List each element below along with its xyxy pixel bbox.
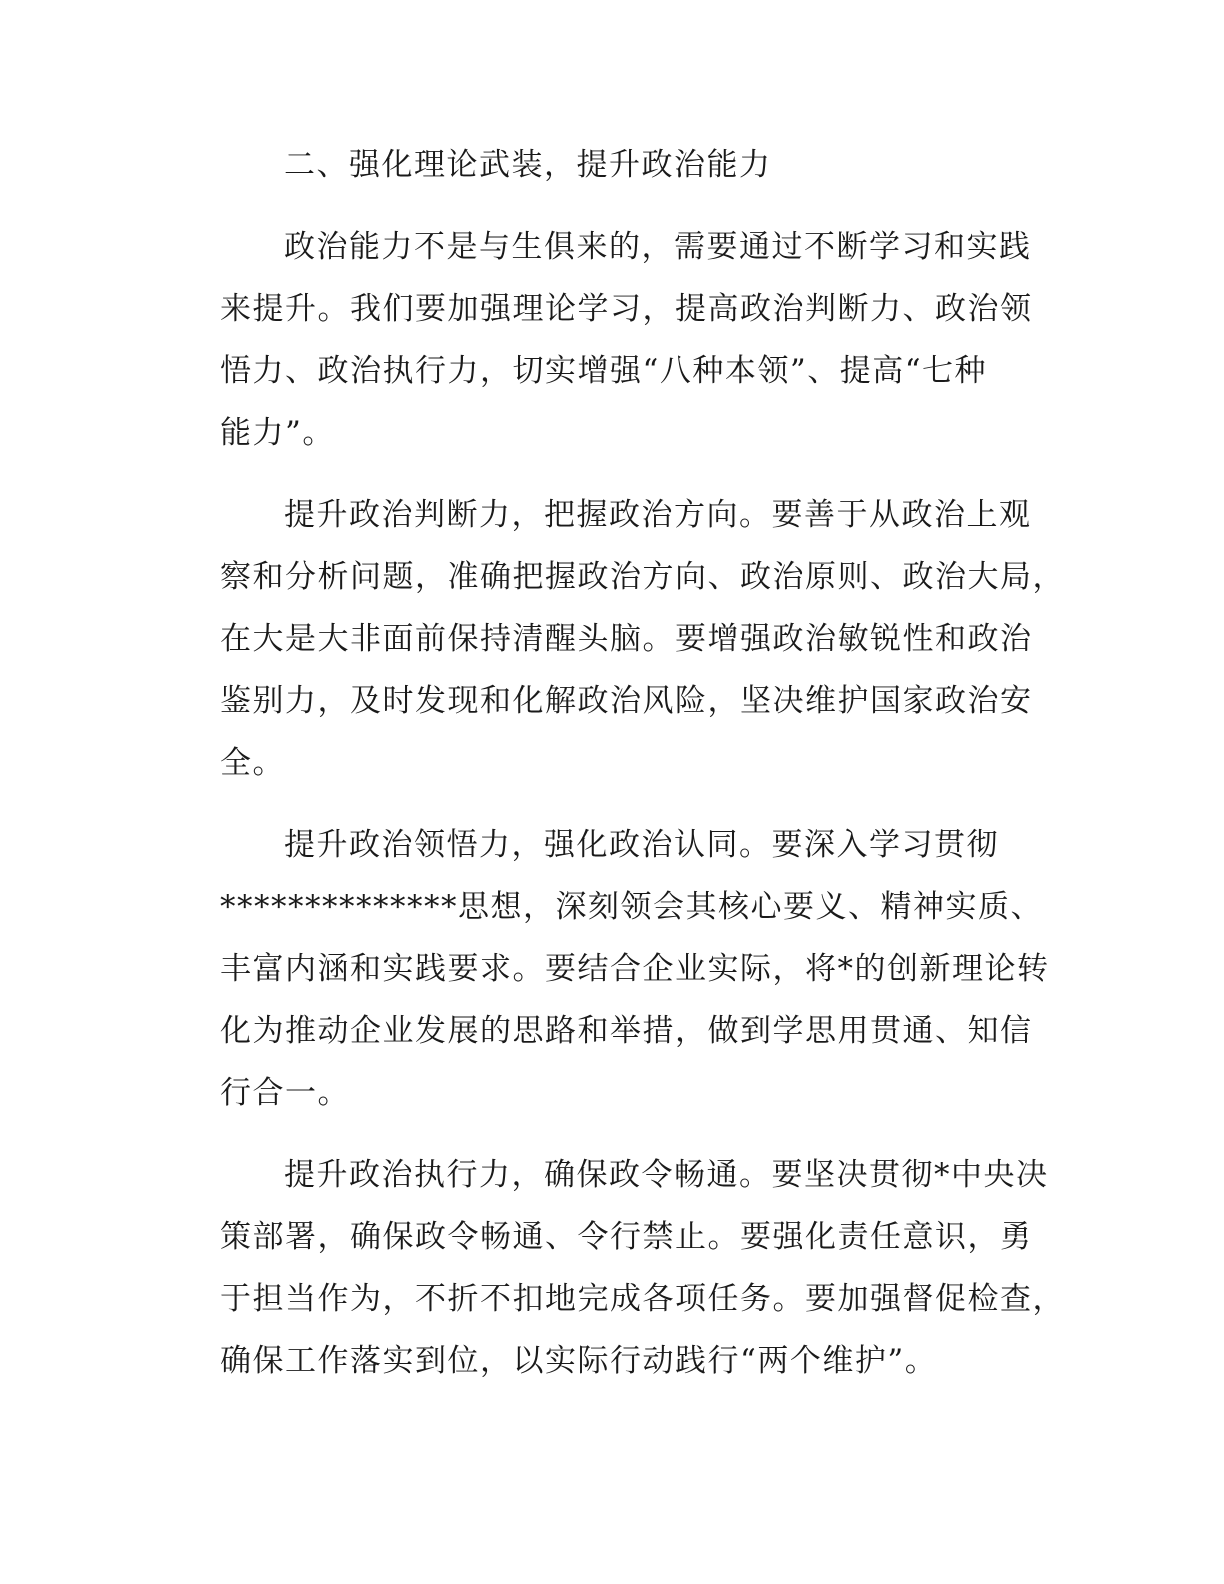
paragraph-line: 在大是大非面前保持清醒头脑。要增强政治敏锐性和政治 bbox=[220, 621, 1033, 657]
paragraph-gap bbox=[220, 1124, 1026, 1144]
paragraph-line: 化为推动企业发展的思路和举措，做到学思用贯通、知信 bbox=[220, 1013, 1033, 1049]
paragraph-line: 提升政治领悟力，强化政治认同。要深入学习贯彻 bbox=[284, 827, 999, 863]
paragraph-line: 提升政治执行力，确保政令畅通。要坚决贯彻*中央决 bbox=[284, 1157, 1049, 1193]
paragraph-1 bbox=[220, 216, 1033, 464]
paragraph-line: 察和分析问题，准确把握政治方向、政治原则、政治大局， bbox=[220, 559, 1065, 595]
paragraph-3 bbox=[220, 814, 1050, 1124]
paragraph-line: 丰富内涵和实践要求。要结合企业实际，将*的创新理论转 bbox=[220, 951, 1050, 987]
paragraph-line: 悟力、政治执行力，切实增强“八种本领”、提高“七种 bbox=[220, 353, 988, 389]
paragraph-line: 于担当作为，不折不扣地完成各项任务。要加强督促检查， bbox=[220, 1281, 1065, 1317]
paragraph-line: 鉴别力，及时发现和化解政治风险，坚决维护国家政治安 bbox=[220, 683, 1033, 719]
paragraph-line: 策部署，确保政令畅通、令行禁止。要强化责任意识，勇 bbox=[220, 1219, 1033, 1255]
paragraph-line: 行合一。 bbox=[220, 1075, 350, 1111]
paragraph-line: 政治能力不是与生俱来的，需要通过不断学习和实践 bbox=[284, 229, 1032, 265]
paragraph-4 bbox=[220, 1144, 1065, 1392]
paragraph-line: 提升政治判断力，把握政治方向。要善于从政治上观 bbox=[284, 497, 1032, 533]
document-body bbox=[220, 134, 1065, 1392]
paragraph-line: 确保工作落实到位，以实际行动践行“两个维护”。 bbox=[220, 1343, 938, 1379]
paragraph-gap bbox=[220, 794, 1026, 814]
paragraph-gap bbox=[220, 196, 1026, 216]
section-heading: 二、强化理论武装，提升政治能力 bbox=[284, 147, 772, 183]
paragraph-2 bbox=[220, 484, 1065, 794]
paragraph-gap bbox=[220, 464, 1026, 484]
paragraph-line: 来提升。我们要加强理论学习，提高政治判断力、政治领 bbox=[220, 291, 1033, 327]
paragraph-line: **************思想，深刻领会其核心要义、精神实质、 bbox=[220, 889, 1043, 925]
paragraph-line: 全。 bbox=[220, 745, 285, 781]
paragraph-line: 能力”。 bbox=[220, 415, 335, 451]
